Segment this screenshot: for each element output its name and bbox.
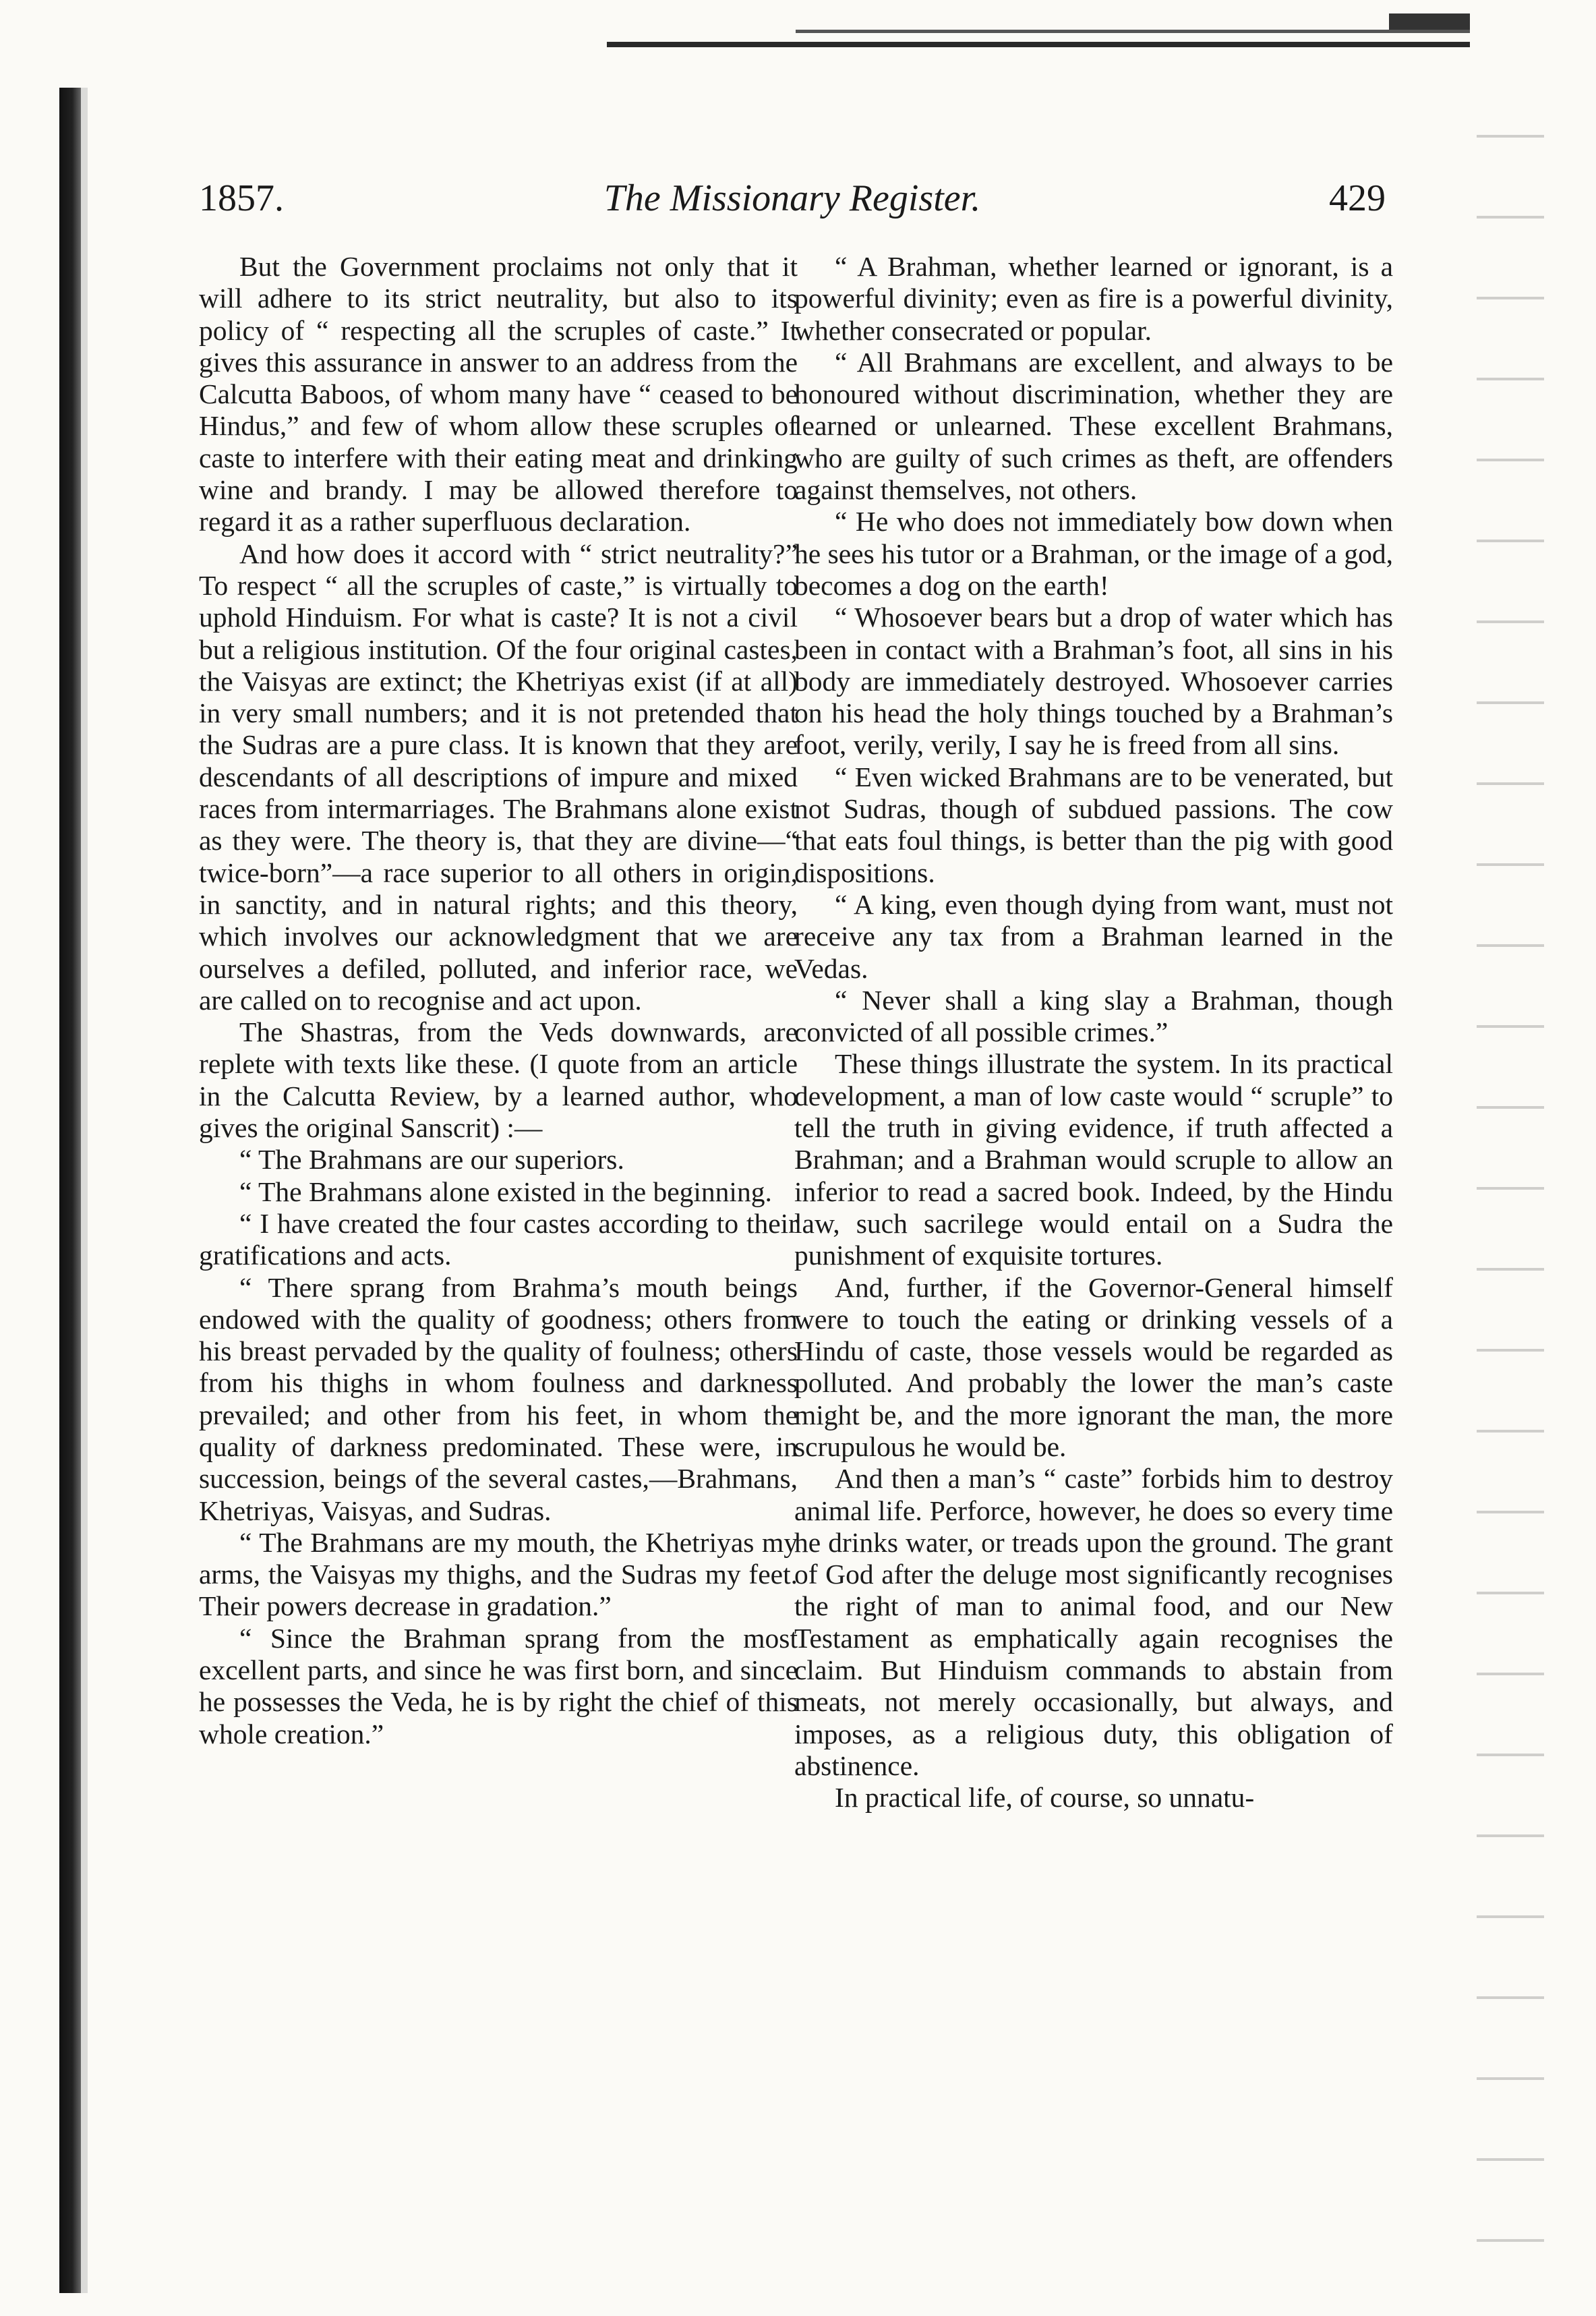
- page-edge-specks: [1477, 108, 1544, 2266]
- paragraph: In practical life, of course, so unnatu-: [835, 1782, 1255, 1814]
- paragraph: “ The Brahmans are my mouth, the Khetriyas my arms, the Vaisyas my thighs, and the Sudras my feet. Their powers decrease in gradation.”: [199, 1526, 798, 1622]
- paragraph: “ I have created the four castes according to their gratifications and acts.: [199, 1207, 798, 1271]
- binding-shadow: [59, 88, 81, 2293]
- paragraph: “ Whosoever bears but a drop of water which has been in contact with a Brahman’s foot, all sins in his body are immediately destroyed. Whosoever carries on his head the holy things touched by a Brahman’s foot, verily, verily, I say he is freed from all sins.: [794, 602, 1393, 761]
- top-rule: [607, 42, 1470, 47]
- paragraph: And how does it accord with “ strict neutrality?” To respect “ all the scruples of caste,” is virtually to uphold Hinduism. For what is caste? It is not a civil but a religious institution. Of the four original castes, the Vaisyas are extinct; the Khetriyas exist (if at all) in very small numbers; and it is not pretended that the Sudras are a pure class. It is known that they are descendants of all descriptions of impure and mixed races from intermarriages. The Brahmans alone exist as they were. The theory is, that they are divine—“ twice-born”—a race superior to all others in origin, in sanctity, and in natural rights; and this theory, which involves our acknowledgment that we are ourselves a defiled, polluted, and inferior race, we are called on to recognise and act upon.: [199, 538, 798, 1016]
- paragraph: “ A Brahman, whether learned or ignorant, is a powerful divinity; even as fire is a powerful divinity, whether consecrated or popular.: [794, 251, 1393, 346]
- paragraph: “ Never shall a king slay a Brahman, though convicted of all possible crimes.”: [794, 984, 1393, 1048]
- paragraph: And, further, if the Governor-General himself were to touch the eating or drinking vessels of a Hindu of caste, those vessels would be regarded as polluted. And probably the lower the man’s caste might be, and the more ignorant the man, the more scrupulous he would be.: [794, 1271, 1393, 1462]
- paragraph: But the Government proclaims not only that it will adhere to its strict neutrality, but also to its policy of “ respecting all the scruples of caste.” It gives this assurance in answer to an address from the Calcutta Baboos, of whom many have “ ceased to be Hindus,” and few of whom allow these scruples of caste to interfere with their eating meat and drinking wine and brandy. I may be allowed therefore to regard it as a rather superfluous declaration.: [199, 251, 798, 538]
- paragraph: These things illustrate the system. In its practical development, a man of low caste would “ scruple” to tell the truth in giving evidence, if truth affected a Brahman; and a Brahman would scruple to allow an inferior to read a sacred book. Indeed, by the Hindu law, such sacrilege would entail on a Sudra the punishment of exquisite tortures.: [794, 1048, 1393, 1271]
- paragraph: The Shastras, from the Veds downwards, are replete with texts like these. (I quote from an article in the Calcutta Review, by a learned author, who gives the original Sanscrit) :—: [199, 1016, 798, 1144]
- paragraph: “ The Brahmans are our superiors.: [239, 1144, 624, 1176]
- header-journal-title: The Missionary Register.: [603, 177, 981, 219]
- header-page-number: 429: [1329, 177, 1386, 219]
- paragraph: “ Since the Brahman sprang from the most excellent parts, and since he was first born, and since he possesses the Veda, he is by right the chief of this whole creation.”: [199, 1622, 798, 1749]
- running-header: [199, 177, 1386, 231]
- paragraph: “ All Brahmans are excellent, and always to be honoured without discrimination, whether they are learned or unlearned. These excellent Brahmans, who are guilty of such crimes as theft, are offenders against themselves, not others.: [794, 346, 1393, 506]
- binding-edge: [81, 88, 88, 2293]
- header-year: 1857.: [199, 177, 284, 219]
- paragraph: “ There sprang from Brahma’s mouth beings endowed with the quality of goodness; others from his breast pervaded by the quality of foulness; others from his thighs in whom foulness and darkness prevailed; and other from his feet, in whom the quality of darkness predominated. These were, in succession, beings of the several castes,—Brahmans, Khetriyas, Vaisyas, and Sudras.: [199, 1271, 798, 1526]
- paragraph: “ The Brahmans alone existed in the beginning.: [239, 1176, 772, 1207]
- left-column: [199, 251, 798, 1750]
- paragraph: “ He who does not immediately bow down when he sees his tutor or a Brahman, or the image of a god, becomes a dog on the earth!: [794, 506, 1393, 601]
- paragraph: “ A king, even though dying from want, must not receive any tax from a Brahman learned in the Vedas.: [794, 888, 1393, 984]
- top-rule-thin: [796, 30, 1470, 33]
- paragraph: “ Even wicked Brahmans are to be venerated, but not Sudras, though of subdued passions. The cow that eats foul things, is better than the pig with good dispositions.: [794, 761, 1393, 888]
- paragraph: And then a man’s “ caste” forbids him to destroy animal life. Perforce, however, he does so every time he drinks water, or treads upon the ground. The grant of God after the deluge most significantly recognises the right of man to animal food, and our New Testament as emphatically again recognises the claim. But Hinduism commands to abstain from meats, not merely occasionally, but always, and imposes, as a religious duty, this obligation of abstinence.: [794, 1463, 1393, 1781]
- right-column: [794, 251, 1393, 1814]
